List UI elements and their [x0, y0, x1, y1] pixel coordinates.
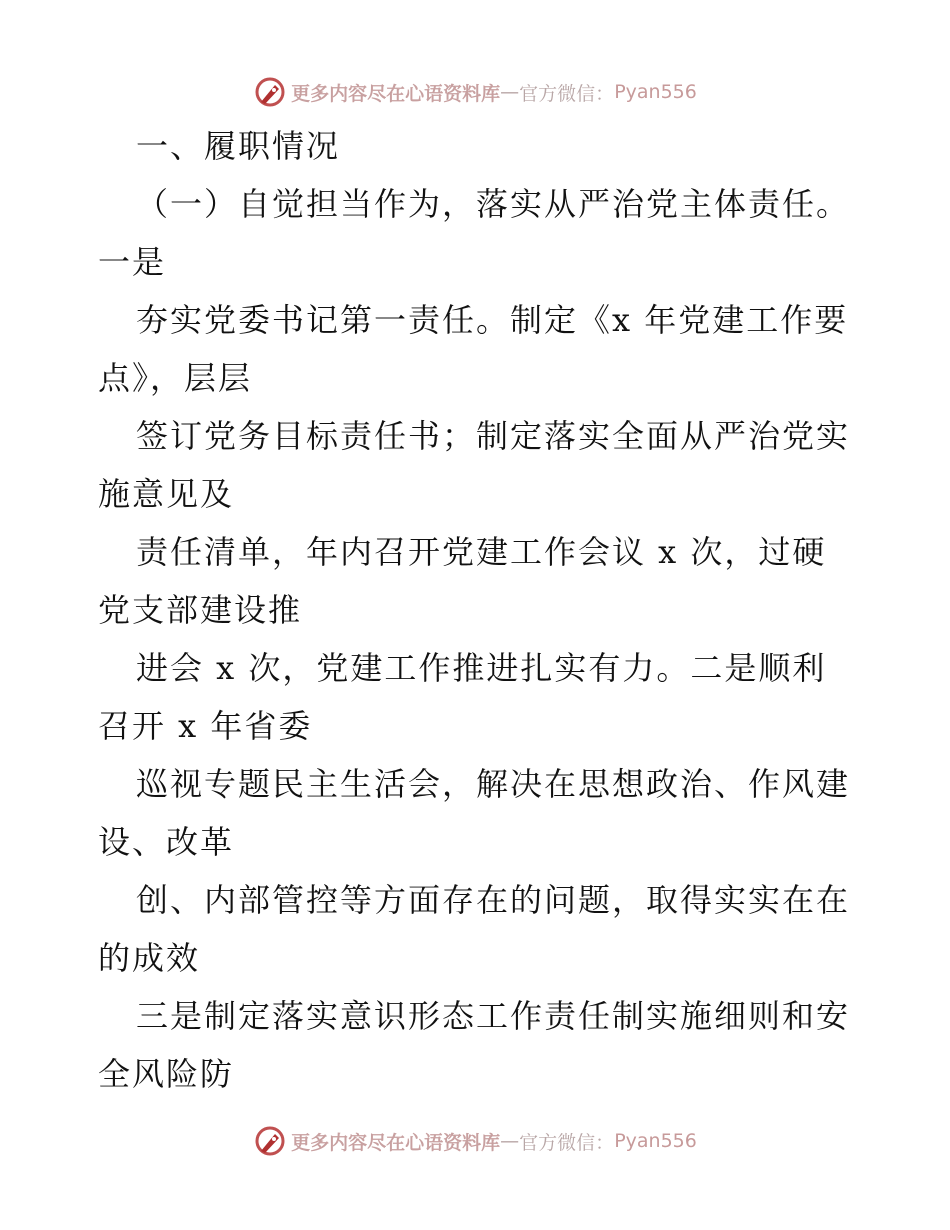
- subsection-heading: （一）自觉担当作为，落实从严治党主体责任。: [136, 185, 851, 223]
- watermark-separator: —: [500, 1130, 520, 1152]
- paragraph-line: 一是: [98, 243, 167, 281]
- watermark-channel-label: 官方微信：: [519, 82, 615, 105]
- paragraph-line: 进会 x 次，党建工作推进扎实有力。二是顺利: [136, 649, 827, 687]
- watermark-account: Pyan556: [614, 81, 697, 103]
- paragraph-line: 责任清单，年内召开党建工作会议 x 次，过硬: [136, 533, 827, 571]
- watermark-header: [0, 72, 950, 112]
- paragraph-line: 的成效: [98, 939, 201, 977]
- section-heading: 一、履职情况: [136, 127, 341, 165]
- paragraph-line: 点》，层层: [98, 359, 253, 397]
- watermark-footer: [0, 1121, 950, 1161]
- paragraph-line: 三是制定落实意识形态工作责任制实施细则和安: [136, 997, 851, 1035]
- paragraph-line: 施意见及: [98, 475, 235, 513]
- paragraph-line: 巡视专题民主生活会，解决在思想政治、作风建: [136, 765, 851, 803]
- watermark-separator: —: [500, 81, 520, 103]
- paragraph-line: 设、改革: [98, 823, 235, 861]
- paragraph-line: 创、内部管控等方面存在的问题，取得实实在在: [136, 881, 851, 919]
- paragraph-line: 夯实党委书记第一责任。制定《x 年党建工作要: [136, 301, 849, 339]
- watermark-channel-label: 官方微信：: [519, 1131, 615, 1154]
- pen-nib-circle-icon: [253, 75, 287, 109]
- watermark-site-name: 更多内容尽在心语资料库: [291, 1131, 501, 1154]
- paragraph-line: 召开 x 年省委: [98, 707, 313, 745]
- watermark-site-name: 更多内容尽在心语资料库: [291, 82, 501, 105]
- pen-nib-circle-icon: [253, 1124, 287, 1158]
- paragraph-line: 签订党务目标责任书；制定落实全面从严治党实: [136, 417, 851, 455]
- paragraph-line: 全风险防: [98, 1055, 235, 1093]
- paragraph-line: 党支部建设推: [98, 591, 303, 629]
- watermark-account: Pyan556: [614, 1130, 697, 1152]
